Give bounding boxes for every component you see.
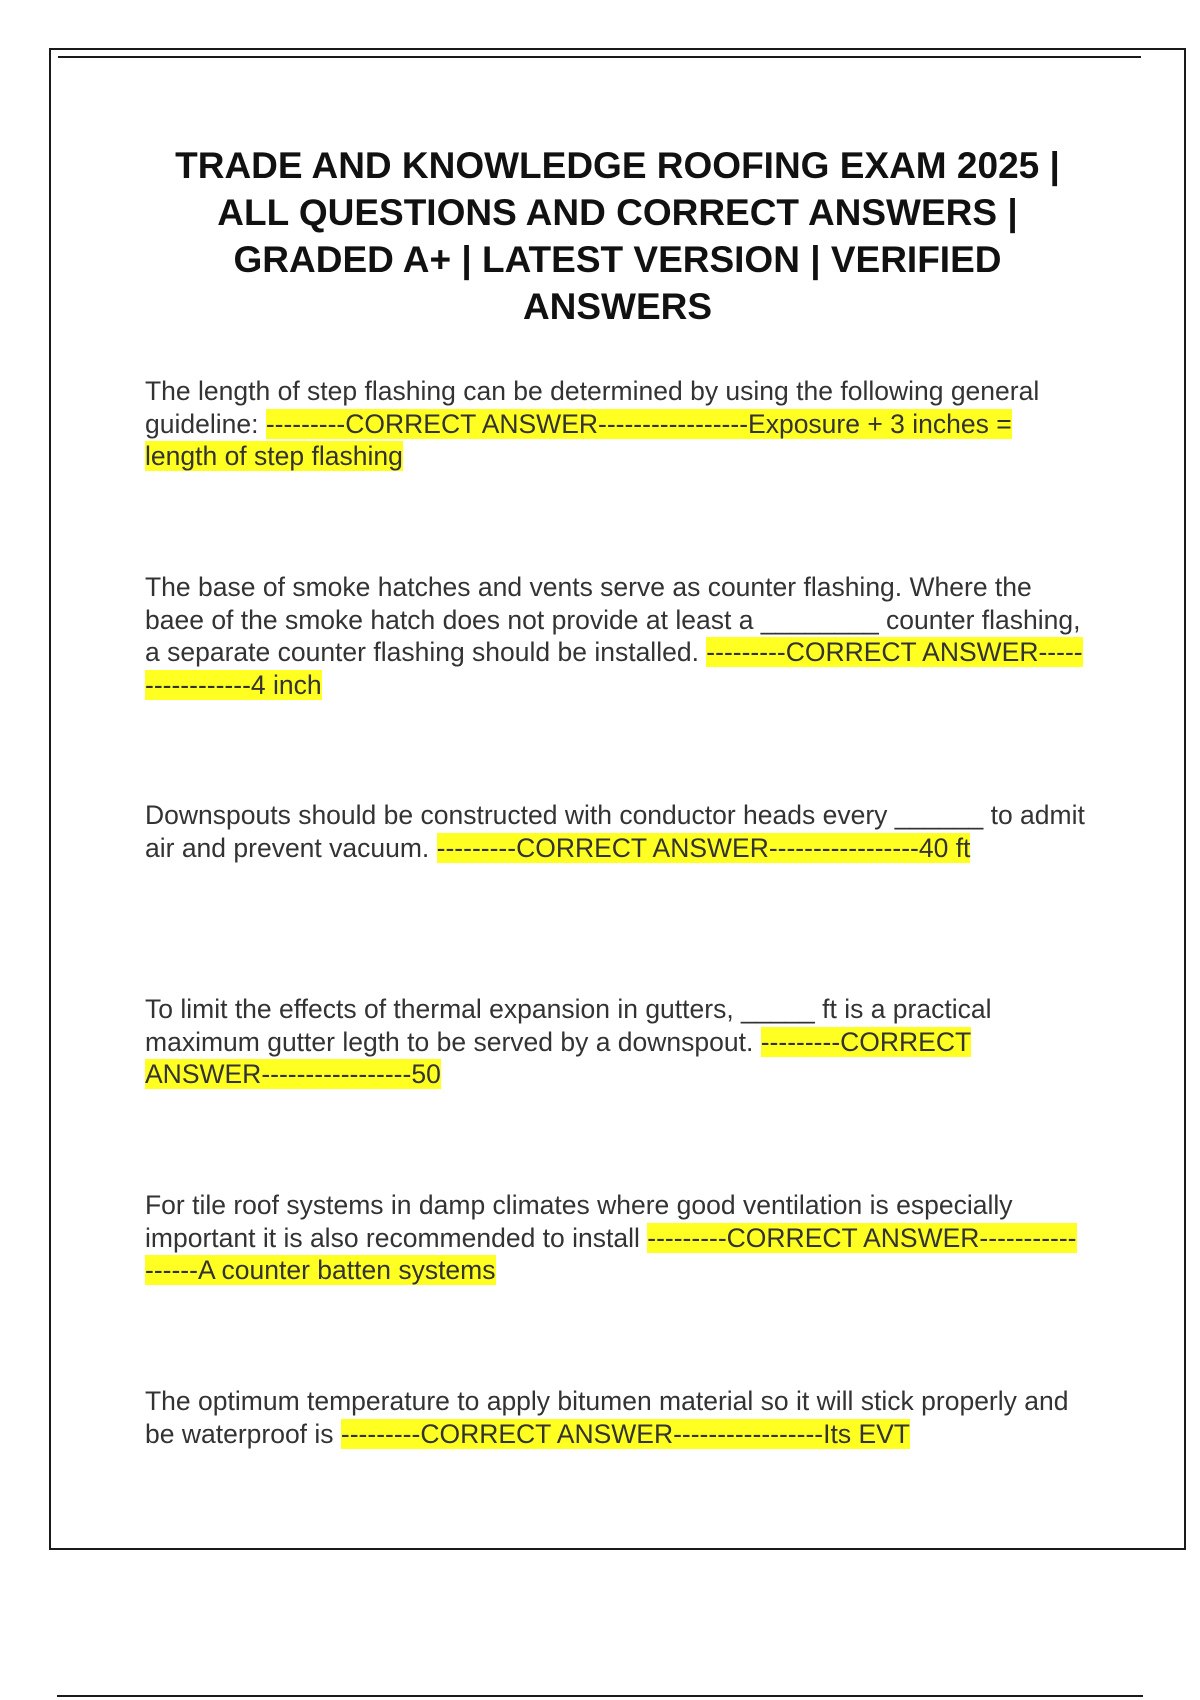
qa-item-1 [145,375,1085,473]
qa-item-6 [145,1385,1085,1450]
highlighted-answer: ---------CORRECT ANSWER-----------------Its EVT [340,1418,910,1449]
document-title: TRADE AND KNOWLEDGE ROOFING EXAM 2025 | ALL QUESTIONS AND CORRECT ANSWERS | GRADED A+ | LATEST VERSION | VERIFIED ANSWERS [175,145,1060,327]
footer-rule [57,1695,1143,1697]
highlighted-answer: ---------CORRECT ANSWER-----------------Exposure + 3 inches = length of step flashing [145,408,1012,471]
qa-item-2 [145,571,1085,701]
highlighted-answer: ---------CORRECT ANSWER-----------------50 [145,1026,972,1089]
question-text: Downspouts should be constructed with conductor heads every ______ to admit air and prevent vacuum. [145,800,1085,863]
question-text: For tile roof systems in damp climates where good ventilation is especially important it is also recommended to install [145,1190,1013,1253]
highlighted-answer: ---------CORRECT ANSWER-----------------A counter batten systems [145,1222,1077,1285]
qa-item-3 [145,799,1085,864]
header-rule [58,56,1141,58]
highlighted-answer: ---------CORRECT ANSWER-----------------4 inch [145,637,1083,700]
highlighted-answer: ---------CORRECT ANSWER-----------------40 ft [436,832,971,863]
question-text: To limit the effects of thermal expansion in gutters, _____ ft is a practical maximum gutter legth to be served by a downspout. [145,994,992,1057]
question-text: The base of smoke hatches and vents serve as counter flashing. Where the baee of the smoke hatch does not provide at least a ________ counter flashing, a separate counter flashing should be installed. [145,572,1081,667]
question-text: The length of step flashing can be determined by using the following general guideline: [145,376,1040,439]
question-text: The optimum temperature to apply bitumen material so it will stick properly and be waterproof is [145,1386,1069,1449]
qa-item-4 [145,993,1085,1091]
qa-item-5 [145,1189,1085,1287]
